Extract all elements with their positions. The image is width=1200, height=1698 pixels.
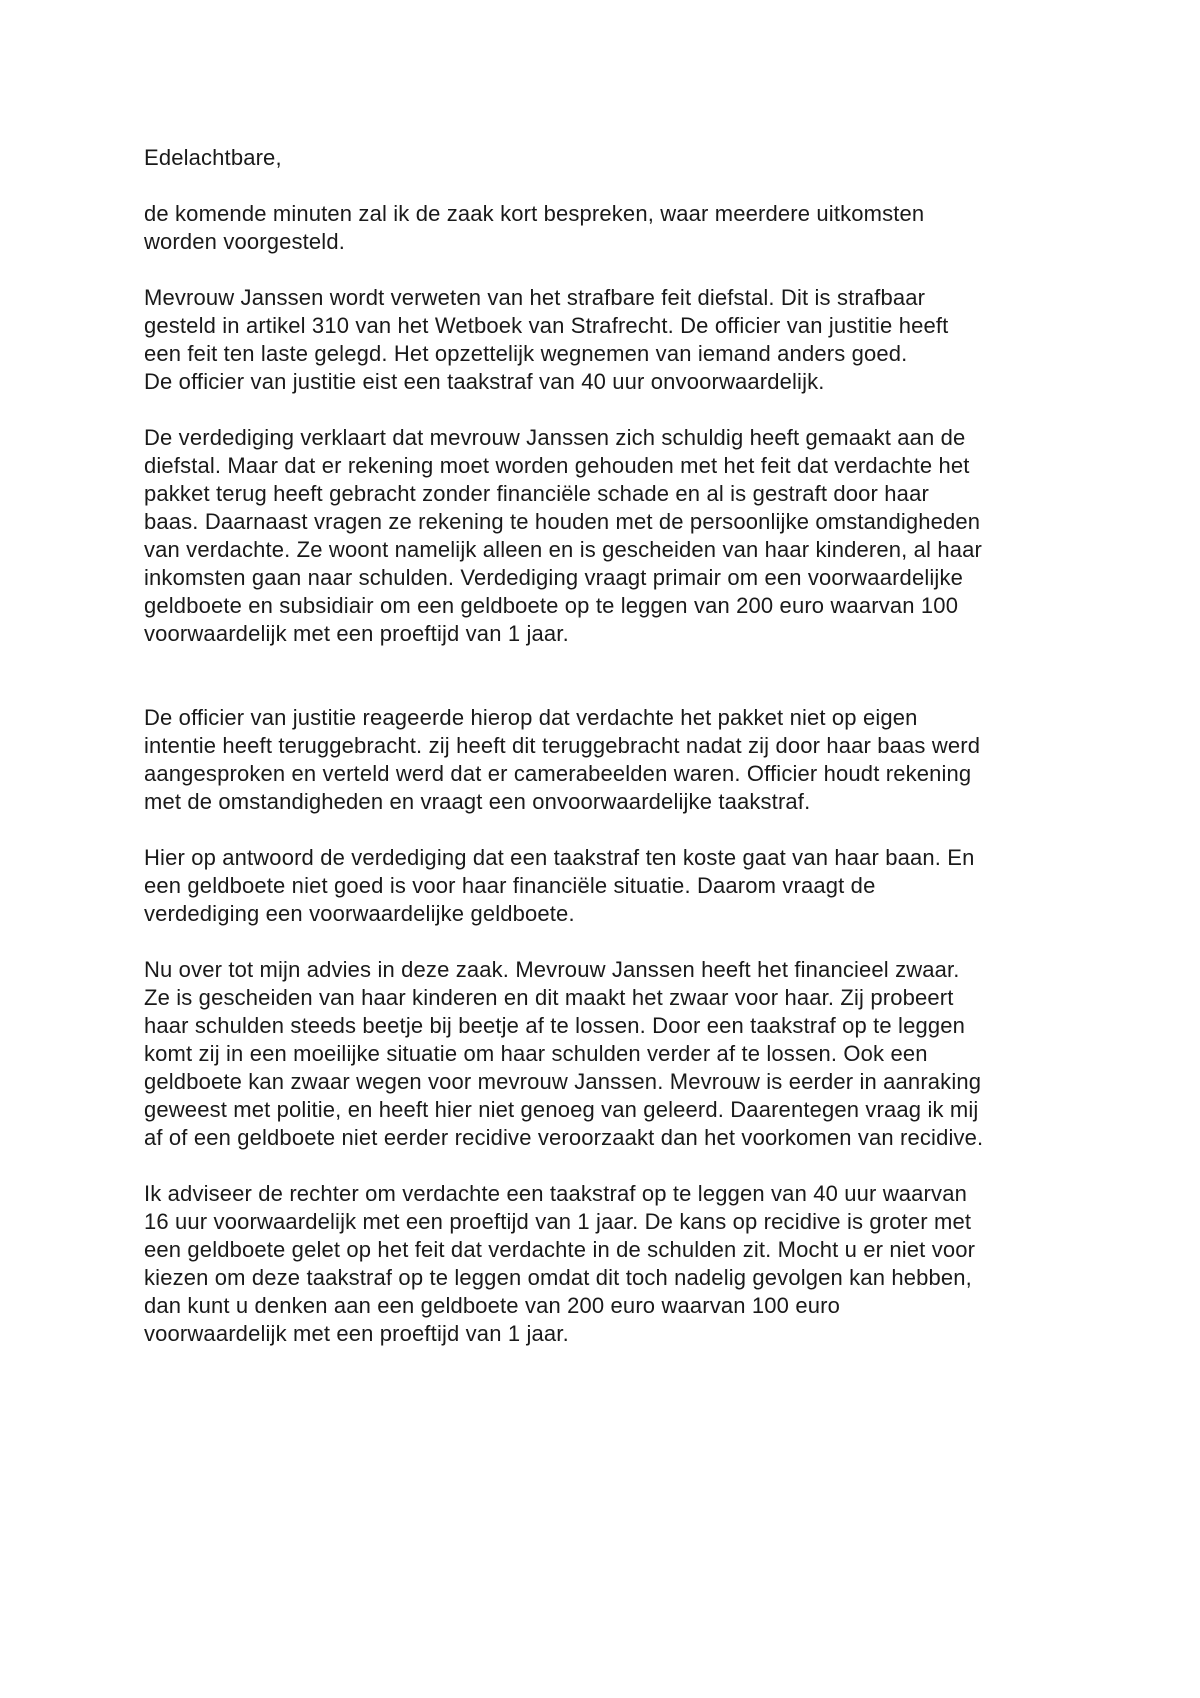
paragraph-line: aangesproken en verteld werd dat er camerabeelden waren. Officier houdt rekening <box>144 761 972 786</box>
paragraph-line: haar schulden steeds beetje bij beetje af te lossen. Door een taakstraf op te leggen <box>144 1013 966 1038</box>
paragraph-line: gesteld in artikel 310 van het Wetboek van Strafrecht. De officier van justitie heeft <box>144 313 949 338</box>
paragraph-line: diefstal. Maar dat er rekening moet worden gehouden met het feit dat verdachte het <box>144 453 970 478</box>
paragraph-line: Mevrouw Janssen wordt verweten van het strafbare feit diefstal. Dit is strafbaar <box>144 285 926 310</box>
paragraph-line: inkomsten gaan naar schulden. Verdediging vraagt primair om een voorwaardelijke <box>144 565 963 590</box>
paragraph-line: geldboete kan zwaar wegen voor mevrouw Janssen. Mevrouw is eerder in aanraking <box>144 1069 982 1094</box>
paragraph-line: de komende minuten zal ik de zaak kort bespreken, waar meerdere uitkomsten <box>144 201 925 226</box>
paragraph-line: De officier van justitie eist een taakstraf van 40 uur onvoorwaardelijk. <box>144 369 825 394</box>
paragraph-line: komt zij in een moeilijke situatie om haar schulden verder af te lossen. Ook een <box>144 1041 928 1066</box>
paragraph-line: De officier van justitie reageerde hierop dat verdachte het pakket niet op eigen <box>144 705 918 730</box>
paragraph-line: een feit ten laste gelegd. Het opzettelijk wegnemen van iemand anders goed. <box>144 341 908 366</box>
salutation-line: Edelachtbare, <box>144 145 282 170</box>
paragraph-defense-reply <box>144 844 1084 928</box>
paragraph-line: een geldboete gelet op het feit dat verdachte in de schulden zit. Mocht u er niet voor <box>144 1237 976 1262</box>
paragraph-line: geldboete en subsidiair om een geldboete op te leggen van 200 euro waarvan 100 <box>144 593 959 618</box>
paragraph-line: Ik adviseer de rechter om verdachte een taakstraf op te leggen van 40 uur waarvan <box>144 1181 967 1206</box>
paragraph-line: worden voorgesteld. <box>144 229 345 254</box>
paragraph-line: De verdediging verklaart dat mevrouw Janssen zich schuldig heeft gemaakt aan de <box>144 425 966 450</box>
paragraph-prosecutor-reply <box>144 704 1084 816</box>
paragraph-line: Hier op antwoord de verdediging dat een taakstraf ten koste gaat van haar baan. En <box>144 845 975 870</box>
paragraph-line: van verdachte. Ze woont namelijk alleen en is gescheiden van haar kinderen, al haar <box>144 537 982 562</box>
paragraph-line: Nu over tot mijn advies in deze zaak. Mevrouw Janssen heeft het financieel zwaar. <box>144 957 960 982</box>
paragraph-line: voorwaardelijk met een proeftijd van 1 jaar. <box>144 621 569 646</box>
paragraph-recommendation <box>144 1180 1084 1348</box>
paragraph-charge <box>144 284 1084 396</box>
paragraph-line: verdediging een voorwaardelijke geldboete. <box>144 901 575 926</box>
paragraph-intro <box>144 200 1084 256</box>
paragraph-line: 16 uur voorwaardelijk met een proeftijd van 1 jaar. De kans op recidive is groter met <box>144 1209 972 1234</box>
paragraph-line: Ze is gescheiden van haar kinderen en dit maakt het zwaar voor haar. Zij probeert <box>144 985 954 1010</box>
paragraph-advice <box>144 956 1084 1152</box>
paragraph-line: geweest met politie, en heeft hier niet genoeg van geleerd. Daarentegen vraag ik mij <box>144 1097 979 1122</box>
paragraph-defense <box>144 424 1084 648</box>
paragraph-line: dan kunt u denken aan een geldboete van 200 euro waarvan 100 euro <box>144 1293 840 1318</box>
salutation <box>144 144 1084 172</box>
paragraph-line: baas. Daarnaast vragen ze rekening te houden met de persoonlijke omstandigheden <box>144 509 981 534</box>
paragraph-line: een geldboete niet goed is voor haar financiële situatie. Daarom vraagt de <box>144 873 876 898</box>
paragraph-line: met de omstandigheden en vraagt een onvoorwaardelijke taakstraf. <box>144 789 811 814</box>
paragraph-line: intentie heeft teruggebracht. zij heeft dit teruggebracht nadat zij door haar baas werd <box>144 733 981 758</box>
paragraph-line: pakket terug heeft gebracht zonder financiële schade en al is gestraft door haar <box>144 481 929 506</box>
paragraph-line: kiezen om deze taakstraf op te leggen omdat dit toch nadelig gevolgen kan hebben, <box>144 1265 972 1290</box>
paragraph-line: voorwaardelijk met een proeftijd van 1 jaar. <box>144 1321 569 1346</box>
paragraph-line: af of een geldboete niet eerder recidive veroorzaakt dan het voorkomen van recidive. <box>144 1125 984 1150</box>
